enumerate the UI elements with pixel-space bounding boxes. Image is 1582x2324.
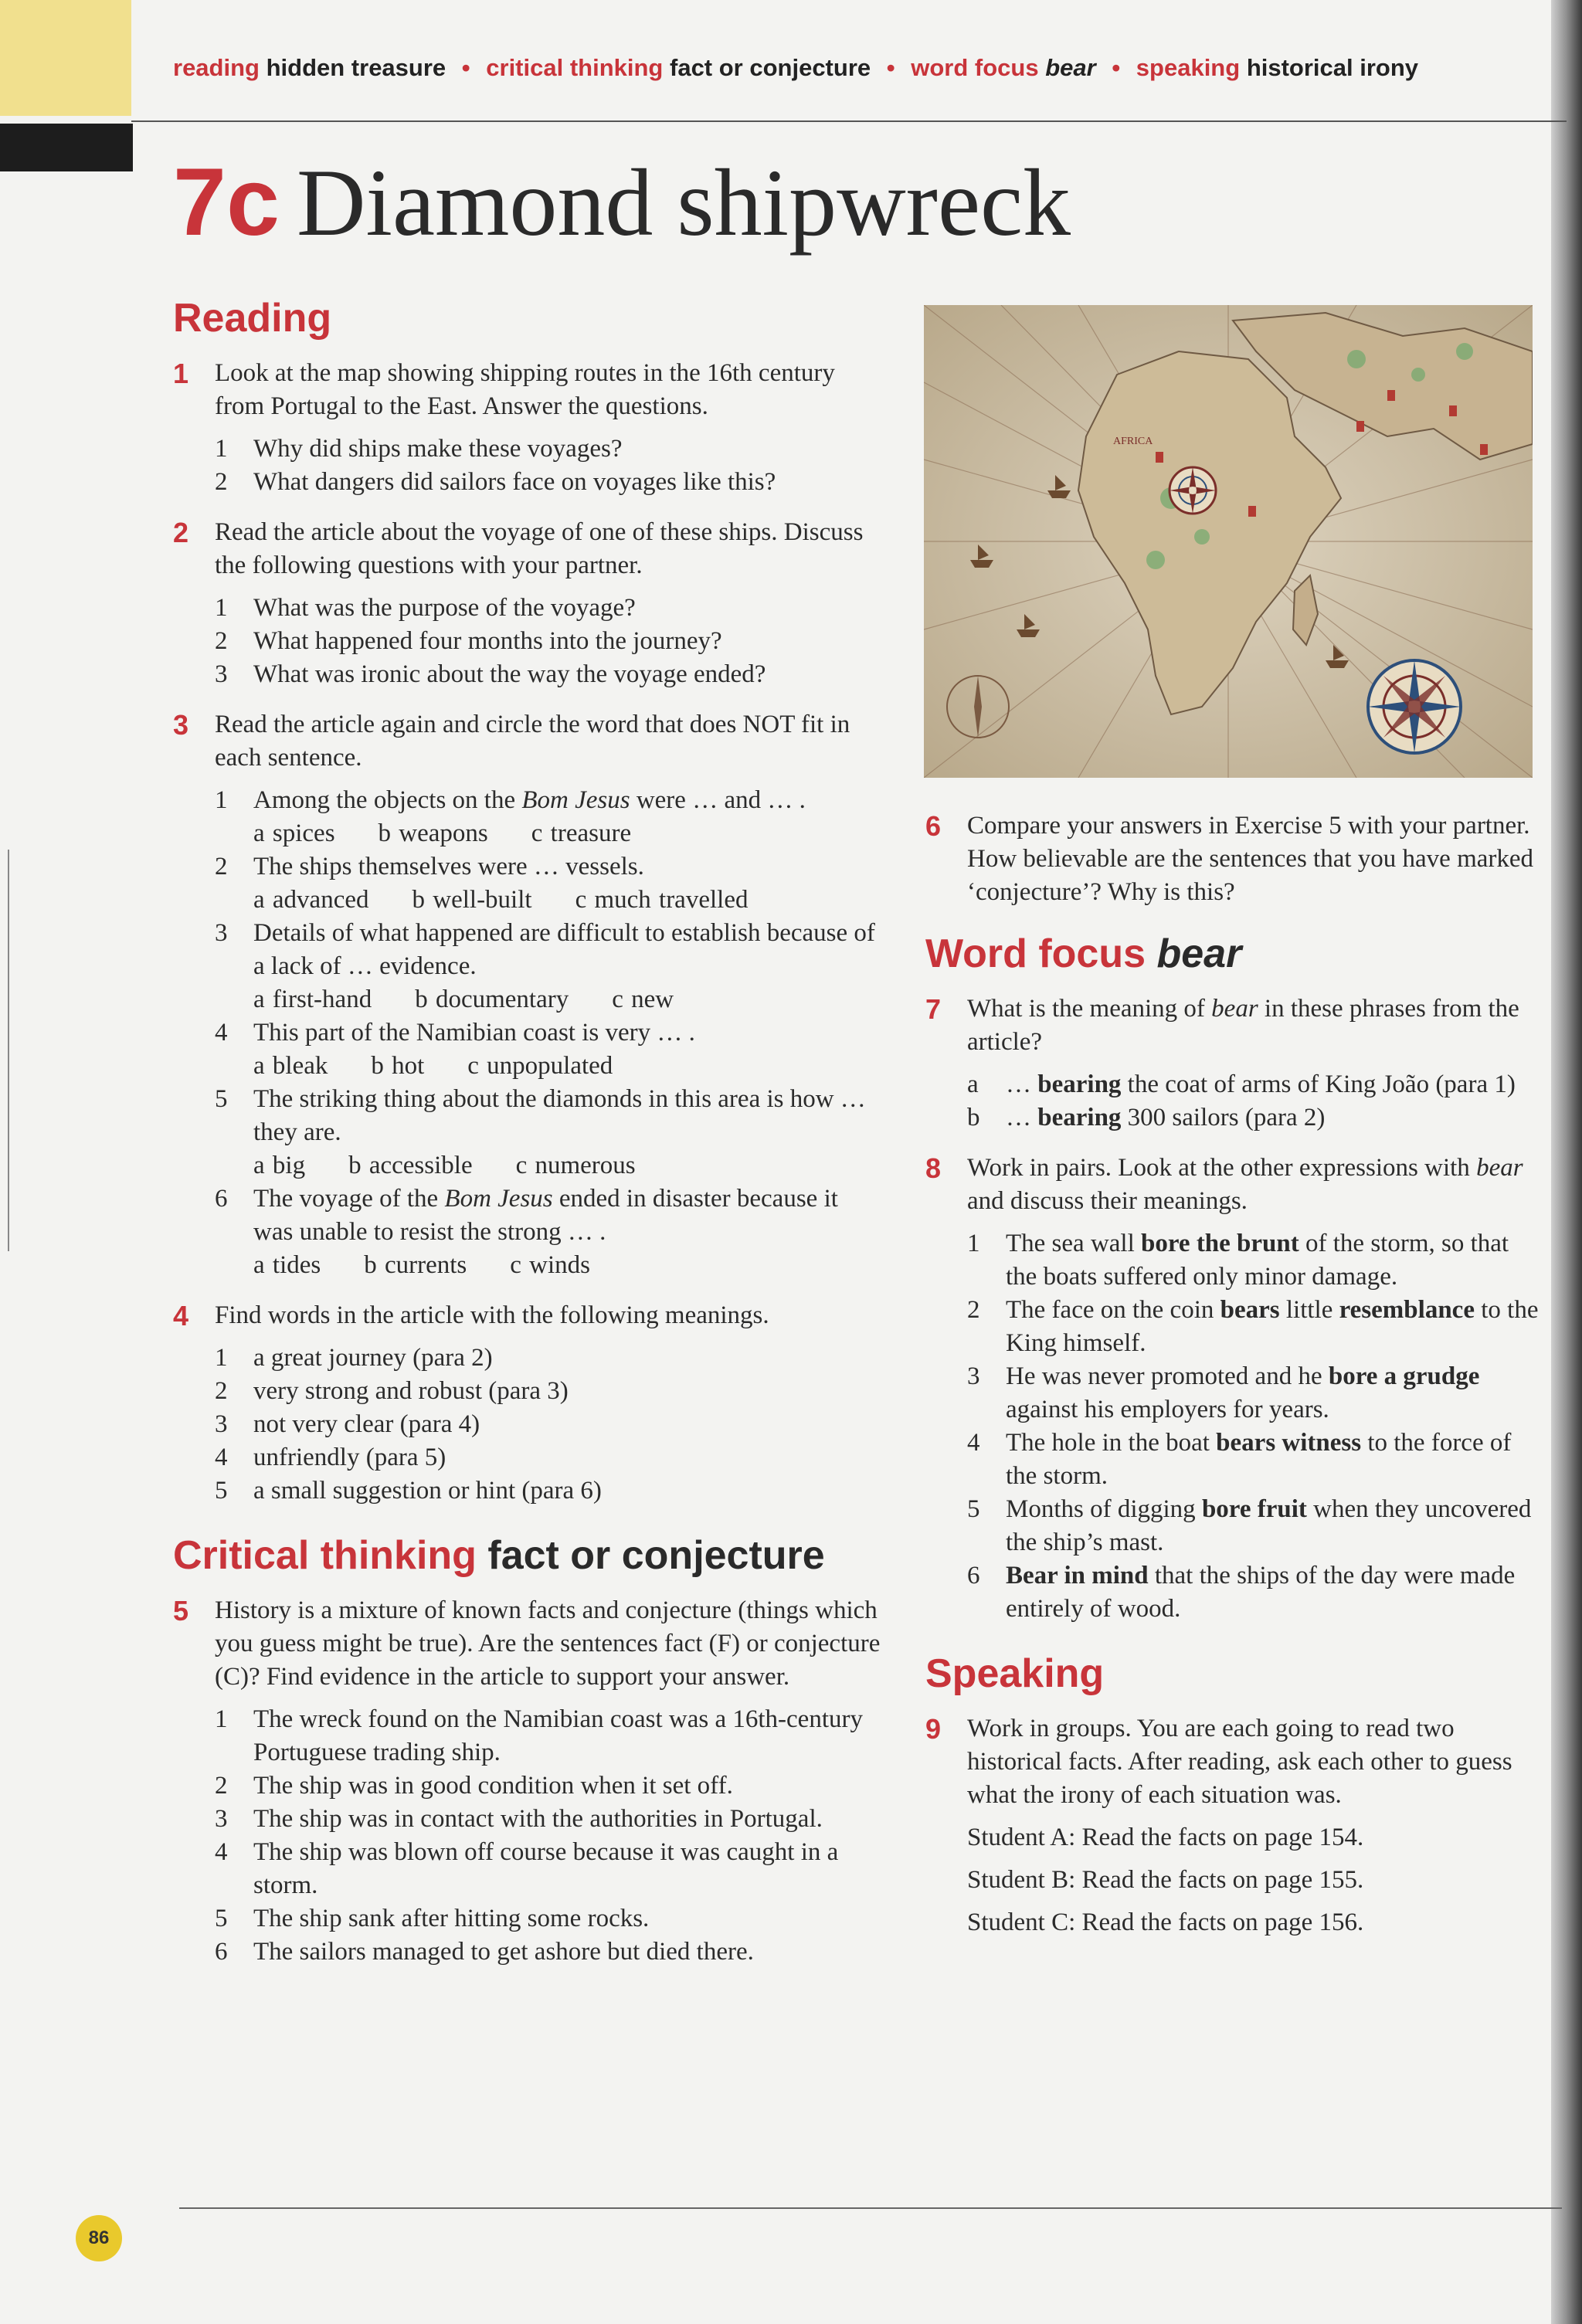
exercise-number: 3 (173, 709, 189, 741)
item-text: The sailors managed to get ashore but died there. (253, 1938, 754, 1966)
item-text: … (1006, 1070, 1038, 1098)
option-c[interactable]: c new (612, 986, 674, 1013)
item-number: 5 (215, 1085, 228, 1113)
item-text: to the King himself. (1006, 1296, 1539, 1357)
item-number: 1 (215, 435, 228, 463)
item-number: 4 (215, 1838, 228, 1866)
list-item (215, 1016, 884, 1083)
key-word: bear (1211, 995, 1258, 1023)
question-list (215, 592, 884, 691)
option-c[interactable]: c winds (510, 1251, 591, 1279)
item-highlight: bears witness (1216, 1429, 1362, 1457)
exercise-number: 6 (925, 810, 942, 842)
item-text: The ship sank after hitting some rocks. (253, 1905, 650, 1932)
item-text: What was the purpose of the voyage? (253, 594, 636, 622)
lesson-title: Diamond shipwreck (296, 150, 1071, 256)
antique-map-image (924, 305, 1533, 778)
item-number: 3 (215, 919, 228, 947)
item-number: 3 (215, 1805, 228, 1833)
exercise-7 (925, 992, 1543, 1135)
item-number: 6 (967, 1562, 980, 1589)
item-text: a small suggestion or hint (para 6) (253, 1477, 602, 1505)
exercise-instruction: Work in groups. You are each going to read two historical facts. After reading, ask each other to guess what the irony of each situation was. (967, 1715, 1512, 1809)
exercise-4 (173, 1299, 884, 1508)
exercise-6 (925, 809, 1543, 909)
option-a[interactable]: a first-hand (253, 986, 372, 1013)
item-text: little (1279, 1296, 1339, 1324)
item-text: What happened four months into the journey? (253, 627, 722, 655)
item-number: 2 (215, 1377, 228, 1405)
exercise-5 (173, 1594, 884, 1969)
item-number: 5 (215, 1477, 228, 1505)
exercise-9 (925, 1712, 1543, 1939)
exercise-instruction: Compare your answers in Exercise 5 with your partner. How believable are the sentences that you have marked ‘conjecture’? Why is this? (967, 812, 1534, 906)
option-a[interactable]: a advanced (253, 886, 369, 914)
item-text: The ship was blown off course because it was caught in a storm. (253, 1838, 839, 1899)
answer-options (253, 983, 884, 1016)
header-divider (131, 120, 1567, 122)
exercise-3 (173, 708, 884, 1282)
list-item (967, 1068, 1543, 1101)
item-text: to the force of the storm. (1006, 1429, 1512, 1490)
option-b[interactable]: b documentary (415, 986, 569, 1013)
phrase-list (967, 1068, 1543, 1135)
item-highlight: Bear in mind (1006, 1562, 1149, 1589)
item-number: 4 (215, 1019, 228, 1047)
bullet-icon: • (886, 54, 895, 81)
item-text: Months of digging (1006, 1495, 1202, 1523)
item-number: 2 (215, 627, 228, 655)
item-highlight: bore a grudge (1328, 1362, 1480, 1390)
exercise-number: 8 (925, 1152, 942, 1184)
option-a[interactable]: a big (253, 1152, 306, 1179)
list-item (215, 1441, 884, 1474)
item-number: 5 (967, 1495, 980, 1523)
option-b[interactable]: b currents (364, 1251, 467, 1279)
item-text: unfriendly (para 5) (253, 1444, 446, 1471)
exercise-instruction: Look at the map showing shipping routes in the 16th century from Portugal to the East. Answer the questions. (215, 359, 835, 420)
option-c[interactable]: c unpopulated (467, 1052, 613, 1080)
item-text: What dangers did sailors face on voyages like this? (253, 468, 776, 496)
item-number: 6 (215, 1938, 228, 1966)
instruction-text: Work in pairs. Look at the other expressions with (967, 1154, 1477, 1182)
exercise-8 (925, 1152, 1543, 1626)
list-item (215, 1375, 884, 1408)
item-text: What was ironic about the way the voyage ended? (253, 660, 766, 688)
margin-rule (8, 850, 9, 1251)
word-focus-heading (925, 929, 1543, 979)
item-highlight: resemblance (1339, 1296, 1475, 1324)
item-text: Why did ships make these voyages? (253, 435, 623, 463)
header-tag-critical: critical thinking (486, 54, 664, 81)
exercise-2 (173, 516, 884, 691)
list-item (215, 466, 884, 499)
item-number: 2 (215, 468, 228, 496)
list-item (215, 1936, 884, 1969)
list-item (967, 1101, 1543, 1135)
list-item (967, 1227, 1543, 1294)
list-item (215, 592, 884, 625)
item-number: 3 (215, 1410, 228, 1438)
item-text: of the storm, so that the boats suffered only minor damage. (1006, 1230, 1509, 1291)
list-item (215, 1342, 884, 1375)
key-word: bear (1476, 1154, 1523, 1182)
left-column (173, 293, 884, 1986)
list-item (967, 1493, 1543, 1559)
header-tag-speaking: speaking (1136, 54, 1241, 81)
item-text: The ship was in contact with the authorities in Portugal. (253, 1805, 823, 1833)
item-text: The wreck found on the Namibian coast was a 16th-century Portuguese trading ship. (253, 1705, 863, 1766)
corner-tab (0, 0, 131, 116)
header-topic-wordfocus: bear (1045, 54, 1096, 81)
header-tag-reading: reading (173, 54, 260, 81)
item-text: when they uncovered the ship’s mast. (1006, 1495, 1532, 1556)
item-text: The hole in the boat (1006, 1429, 1217, 1457)
option-a[interactable]: a bleak (253, 1052, 328, 1080)
expression-list (967, 1227, 1543, 1626)
list-item (967, 1360, 1543, 1427)
item-text: This part of the Namibian coast is very … . (253, 1019, 695, 1047)
item-text: very strong and robust (para 3) (253, 1377, 569, 1405)
answer-options (253, 1149, 884, 1182)
student-b-line: Student B: Read the facts on page 155. (967, 1866, 1364, 1894)
item-text: The ships themselves were … vessels. (253, 853, 644, 880)
list-item (215, 1408, 884, 1441)
exercise-1 (173, 357, 884, 499)
header-tag-wordfocus: word focus (911, 54, 1039, 81)
heading-topic: fact or conjecture (487, 1533, 825, 1578)
item-number: 2 (967, 1296, 980, 1324)
exercise-number: 5 (173, 1595, 189, 1627)
exercise-instruction: Find words in the article with the following meanings. (215, 1301, 769, 1329)
list-item (967, 1427, 1543, 1493)
item-number: 1 (215, 594, 228, 622)
option-b[interactable]: b weapons (378, 819, 488, 847)
item-text: were … and … . (630, 786, 806, 814)
question-list (215, 1342, 884, 1508)
heading-label: Critical thinking (173, 1533, 477, 1578)
item-highlight: bearing (1037, 1070, 1122, 1098)
option-b[interactable]: b accessible (348, 1152, 473, 1179)
item-text: 300 sailors (para 2) (1121, 1104, 1326, 1131)
item-text: The sea wall (1006, 1230, 1142, 1257)
compass-rose-large (1368, 660, 1461, 753)
item-text: ended in disaster because it was unable to resist the strong … . (253, 1185, 838, 1246)
item-text: that the ships of the day were made entirely of wood. (1006, 1562, 1516, 1623)
item-number: 1 (967, 1230, 980, 1257)
exercise-instruction: Read the article again and circle the word that does NOT fit in each sentence. (215, 711, 850, 772)
instruction-text: What is the meaning of (967, 995, 1212, 1023)
right-column (925, 809, 1543, 1956)
item-number: 2 (215, 1772, 228, 1800)
item-number: 4 (967, 1429, 980, 1457)
item-text: The striking thing about the diamonds in this area is how … they are. (253, 1085, 866, 1146)
item-highlight: bore the brunt (1141, 1230, 1299, 1257)
heading-label: Word focus (925, 931, 1146, 976)
ship-name: Bom Jesus (521, 786, 630, 814)
map-illustration (924, 305, 1533, 778)
lesson-header (173, 54, 1563, 82)
item-text: The voyage of the (253, 1185, 445, 1213)
item-text: Among the objects on the (253, 786, 522, 814)
item-text: … (1006, 1104, 1038, 1131)
header-topic-critical: fact or conjecture (670, 54, 871, 81)
student-c-line: Student C: Read the facts on page 156. (967, 1908, 1364, 1936)
question-list (215, 784, 884, 1282)
answer-options (253, 817, 884, 850)
question-list (215, 1703, 884, 1969)
item-text: not very clear (para 4) (253, 1410, 480, 1438)
item-number: 1 (215, 1344, 228, 1372)
option-a[interactable]: a spices (253, 819, 335, 847)
answer-options (253, 884, 884, 917)
list-item (215, 1703, 884, 1769)
exercise-number: 2 (173, 517, 189, 548)
item-number: 2 (215, 853, 228, 880)
item-number: 4 (215, 1444, 228, 1471)
item-text: a great journey (para 2) (253, 1344, 493, 1372)
list-item (215, 1769, 884, 1803)
option-b[interactable]: b hot (371, 1052, 425, 1080)
list-item (215, 1083, 884, 1182)
item-text: He was never promoted and he (1006, 1362, 1329, 1390)
item-letter: b (967, 1104, 980, 1131)
list-item (215, 1182, 884, 1282)
list-item (967, 1559, 1543, 1626)
ship-name: Bom Jesus (444, 1185, 553, 1213)
list-item (215, 917, 884, 1016)
instruction-text: in these phrases from the article? (967, 995, 1519, 1056)
bullet-icon: • (461, 54, 470, 81)
item-letter: a (967, 1070, 979, 1098)
exercise-number: 9 (925, 1713, 942, 1745)
item-number: 1 (215, 1705, 228, 1733)
question-list (215, 433, 884, 499)
header-topic-speaking: historical irony (1246, 54, 1419, 81)
item-number: 3 (967, 1362, 980, 1390)
item-text: the coat of arms of King João (para 1) (1121, 1070, 1516, 1098)
student-a-line: Student A: Read the facts on page 154. (967, 1824, 1364, 1851)
lesson-number: 7c (173, 149, 280, 256)
option-b[interactable]: b well-built (412, 886, 532, 914)
item-number: 5 (215, 1905, 228, 1932)
option-a[interactable]: a tides (253, 1251, 321, 1279)
item-highlight: bore fruit (1201, 1495, 1307, 1523)
list-item (215, 658, 884, 691)
heading-topic: bear (1156, 931, 1242, 976)
exercise-number: 1 (173, 358, 189, 389)
list-item (215, 1902, 884, 1936)
list-item (215, 1474, 884, 1508)
instruction-text: and discuss their meanings. (967, 1187, 1248, 1215)
map-label-africa: AFRICA (1113, 436, 1153, 447)
item-number: 6 (215, 1185, 228, 1213)
list-item (215, 1803, 884, 1836)
list-item (967, 1294, 1543, 1360)
list-item (215, 784, 884, 850)
exercise-number: 7 (925, 993, 942, 1025)
header-topic-reading: hidden treasure (266, 54, 446, 81)
exercise-instruction: History is a mixture of known facts and conjecture (things which you guess might be true). Are the sentences fact (F) or conjecture (C)? Find evidence in the article to support your answer. (215, 1596, 881, 1691)
reading-heading: Reading (173, 296, 332, 341)
exercise-instruction (967, 992, 1543, 1059)
option-c[interactable]: c treasure (531, 819, 632, 847)
exercise-number: 4 (173, 1300, 189, 1332)
item-text: against his employers for years. (1006, 1396, 1329, 1423)
critical-thinking-heading (173, 1531, 884, 1580)
list-item (215, 850, 884, 917)
answer-options (253, 1050, 884, 1083)
list-item (215, 625, 884, 658)
option-c[interactable]: c much travelled (575, 886, 749, 914)
item-number: 1 (215, 786, 228, 814)
bullet-icon: • (1112, 54, 1121, 81)
page-spine-shadow (1551, 0, 1582, 2324)
list-item (215, 1836, 884, 1902)
option-c[interactable]: c numerous (515, 1152, 636, 1179)
item-text: Details of what happened are difficult to establish because of a lack of … evidence. (253, 919, 875, 980)
item-number: 3 (215, 660, 228, 688)
item-text: The face on the coin (1006, 1296, 1220, 1324)
item-highlight: bears (1220, 1296, 1280, 1324)
exercise-instruction: Read the article about the voyage of one of these ships. Discuss the following questions with your partner. (215, 518, 864, 579)
item-highlight: bearing (1037, 1104, 1122, 1131)
item-text: The ship was in good condition when it set off. (253, 1772, 733, 1800)
footer-divider (179, 2207, 1562, 2209)
chapter-bar (0, 124, 133, 171)
compass-rose-small (1170, 467, 1216, 514)
answer-options (253, 1249, 884, 1282)
list-item (215, 433, 884, 466)
page-number-badge: 86 (76, 2215, 122, 2261)
exercise-instruction (967, 1152, 1543, 1218)
speaking-heading: Speaking (925, 1651, 1105, 1696)
page-title (173, 149, 1071, 256)
